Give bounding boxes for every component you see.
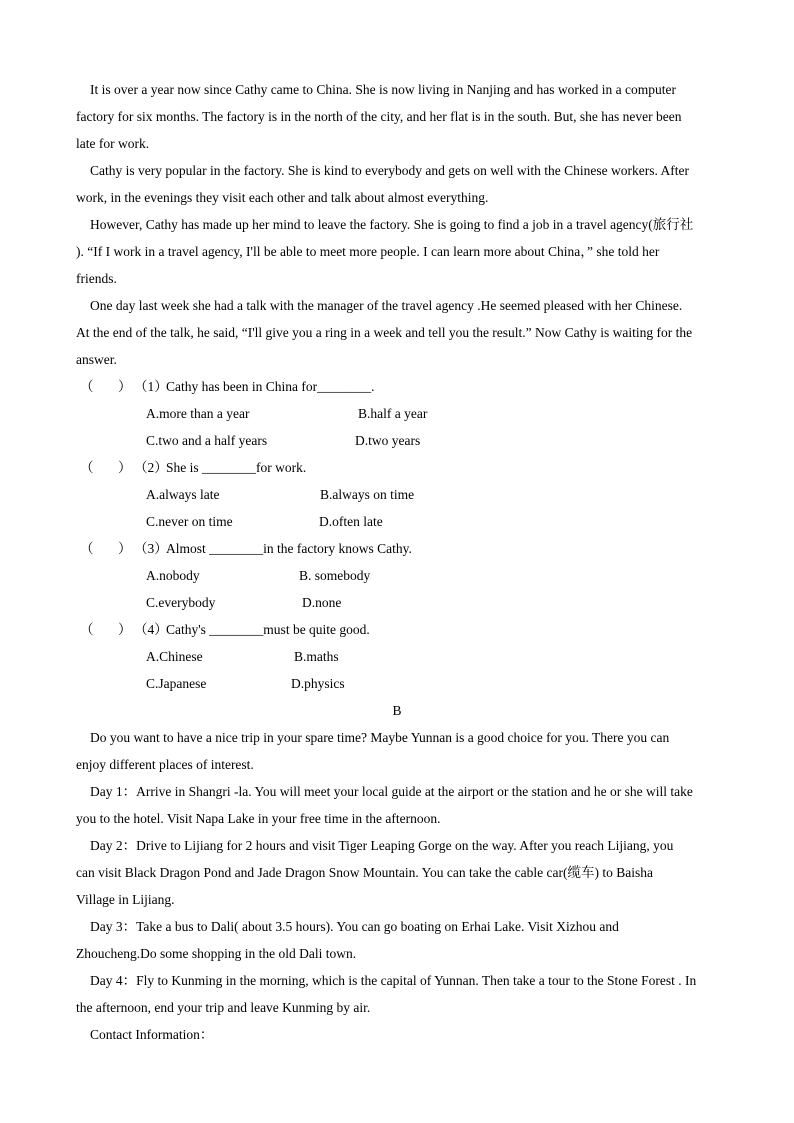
question-number: （3） [134, 541, 168, 556]
question-number: （1） [134, 379, 168, 394]
question-text: She is ________for work. [166, 460, 307, 475]
option-d: D.two years [355, 433, 421, 448]
passage-a-line: answer. [76, 352, 117, 367]
passage-a-line: friends. [76, 271, 117, 286]
options-row [76, 562, 718, 589]
question-list [76, 373, 718, 697]
options-row [76, 643, 718, 670]
passage-a-line: However, Cathy has made up her mind to leave the factory. She is going to find a job in a travel agency(旅行社 [90, 217, 694, 232]
question-stem [76, 454, 718, 481]
answer-paren-open: （ [80, 622, 94, 637]
answer-paren-open: （ [80, 379, 94, 394]
section-b-line: Village in Lijiang. [76, 892, 175, 907]
passage-a-line: work, in the evenings they visit each other and talk about almost everything. [76, 190, 489, 205]
document-page [76, 76, 718, 1048]
options-row [76, 481, 718, 508]
section-b-line: Do you want to have a nice trip in your spare time? Maybe Yunnan is a good choice for you. There you can [90, 730, 670, 745]
question-stem [76, 616, 718, 643]
section-b-line: the afternoon, end your trip and leave Kunming by air. [76, 1000, 371, 1015]
option-c: C.everybody [146, 595, 216, 610]
question-number: （4） [134, 622, 168, 637]
question-4 [76, 616, 718, 697]
section-b-line: Day 2：Drive to Lijiang for 2 hours and visit Tiger Leaping Gorge on the way. After you reach Lijiang, you [90, 838, 674, 853]
option-b: B. somebody [299, 568, 371, 583]
option-a: A.more than a year [146, 406, 250, 421]
options-row [76, 400, 718, 427]
options-row [76, 670, 718, 697]
section-heading: B [392, 703, 402, 718]
section-b-line: Day 1：Arrive in Shangri -la. You will meet your local guide at the airport or the station and he or she will take [90, 784, 693, 799]
section-b-line: Contact Information： [90, 1027, 214, 1042]
option-d: D.often late [319, 514, 383, 529]
option-a: A.Chinese [146, 649, 203, 664]
section-b [76, 697, 718, 1048]
question-stem [76, 373, 718, 400]
question-text: Cathy has been in China for________. [166, 379, 375, 394]
option-b: B.half a year [358, 406, 428, 421]
section-b-line: Day 4：Fly to Kunming in the morning, which is the capital of Yunnan. Then take a tour to the Stone Forest . In [90, 973, 697, 988]
question-stem [76, 535, 718, 562]
question-text: Almost ________in the factory knows Cathy. [166, 541, 412, 556]
option-c: C.never on time [146, 514, 233, 529]
passage-a-line: late for work. [76, 136, 150, 151]
passage-a-line: One day last week she had a talk with the manager of the travel agency .He seemed pleased with her Chinese. [90, 298, 683, 313]
passage-a-line: Cathy is very popular in the factory. She is kind to everybody and gets on well with the Chinese workers. After [90, 163, 689, 178]
option-d: D.physics [291, 676, 345, 691]
options-row [76, 427, 718, 454]
question-2 [76, 454, 718, 535]
section-b-line: Day 3：Take a bus to Dali( about 3.5 hours). You can go boating on Erhai Lake. Visit Xizhou and [90, 919, 619, 934]
option-d: D.none [302, 595, 342, 610]
passage-a-line: factory for six months. The factory is in the north of the city, and her flat is in the south. But, she has never been [76, 109, 682, 124]
options-row [76, 589, 718, 616]
passage-a-line: ). “If I work in a travel agency, I'll be able to meet more people. I can learn more about China，” she told her [76, 244, 660, 259]
option-c: C.Japanese [146, 676, 207, 691]
option-c: C.two and a half years [146, 433, 268, 448]
option-a: A.always late [146, 487, 220, 502]
option-b: B.maths [294, 649, 339, 664]
passage-a-line: It is over a year now since Cathy came to China. She is now living in Nanjing and has worked in a computer [90, 82, 676, 97]
question-number: （2） [134, 460, 168, 475]
section-b-line: enjoy different places of interest. [76, 757, 254, 772]
answer-paren-close: ） [118, 622, 132, 637]
section-b-line: Zhoucheng.Do some shopping in the old Dali town. [76, 946, 357, 961]
answer-paren-close: ） [118, 379, 132, 394]
section-b-line: you to the hotel. Visit Napa Lake in your free time in the afternoon. [76, 811, 441, 826]
question-3 [76, 535, 718, 616]
answer-paren-close: ） [118, 541, 132, 556]
passage-a [76, 76, 718, 373]
answer-paren-close: ） [118, 460, 132, 475]
option-a: A.nobody [146, 568, 200, 583]
question-text: Cathy's ________must be quite good. [166, 622, 370, 637]
answer-paren-open: （ [80, 460, 94, 475]
passage-a-line: At the end of the talk, he said, “I'll give you a ring in a week and tell you the result.” Now Cathy is waiting for the [76, 325, 693, 340]
option-b: B.always on time [320, 487, 415, 502]
answer-paren-open: （ [80, 541, 94, 556]
section-b-line: can visit Black Dragon Pond and Jade Dragon Snow Mountain. You can take the cable car(缆车) to Baisha [76, 865, 653, 880]
question-1 [76, 373, 718, 454]
options-row [76, 508, 718, 535]
